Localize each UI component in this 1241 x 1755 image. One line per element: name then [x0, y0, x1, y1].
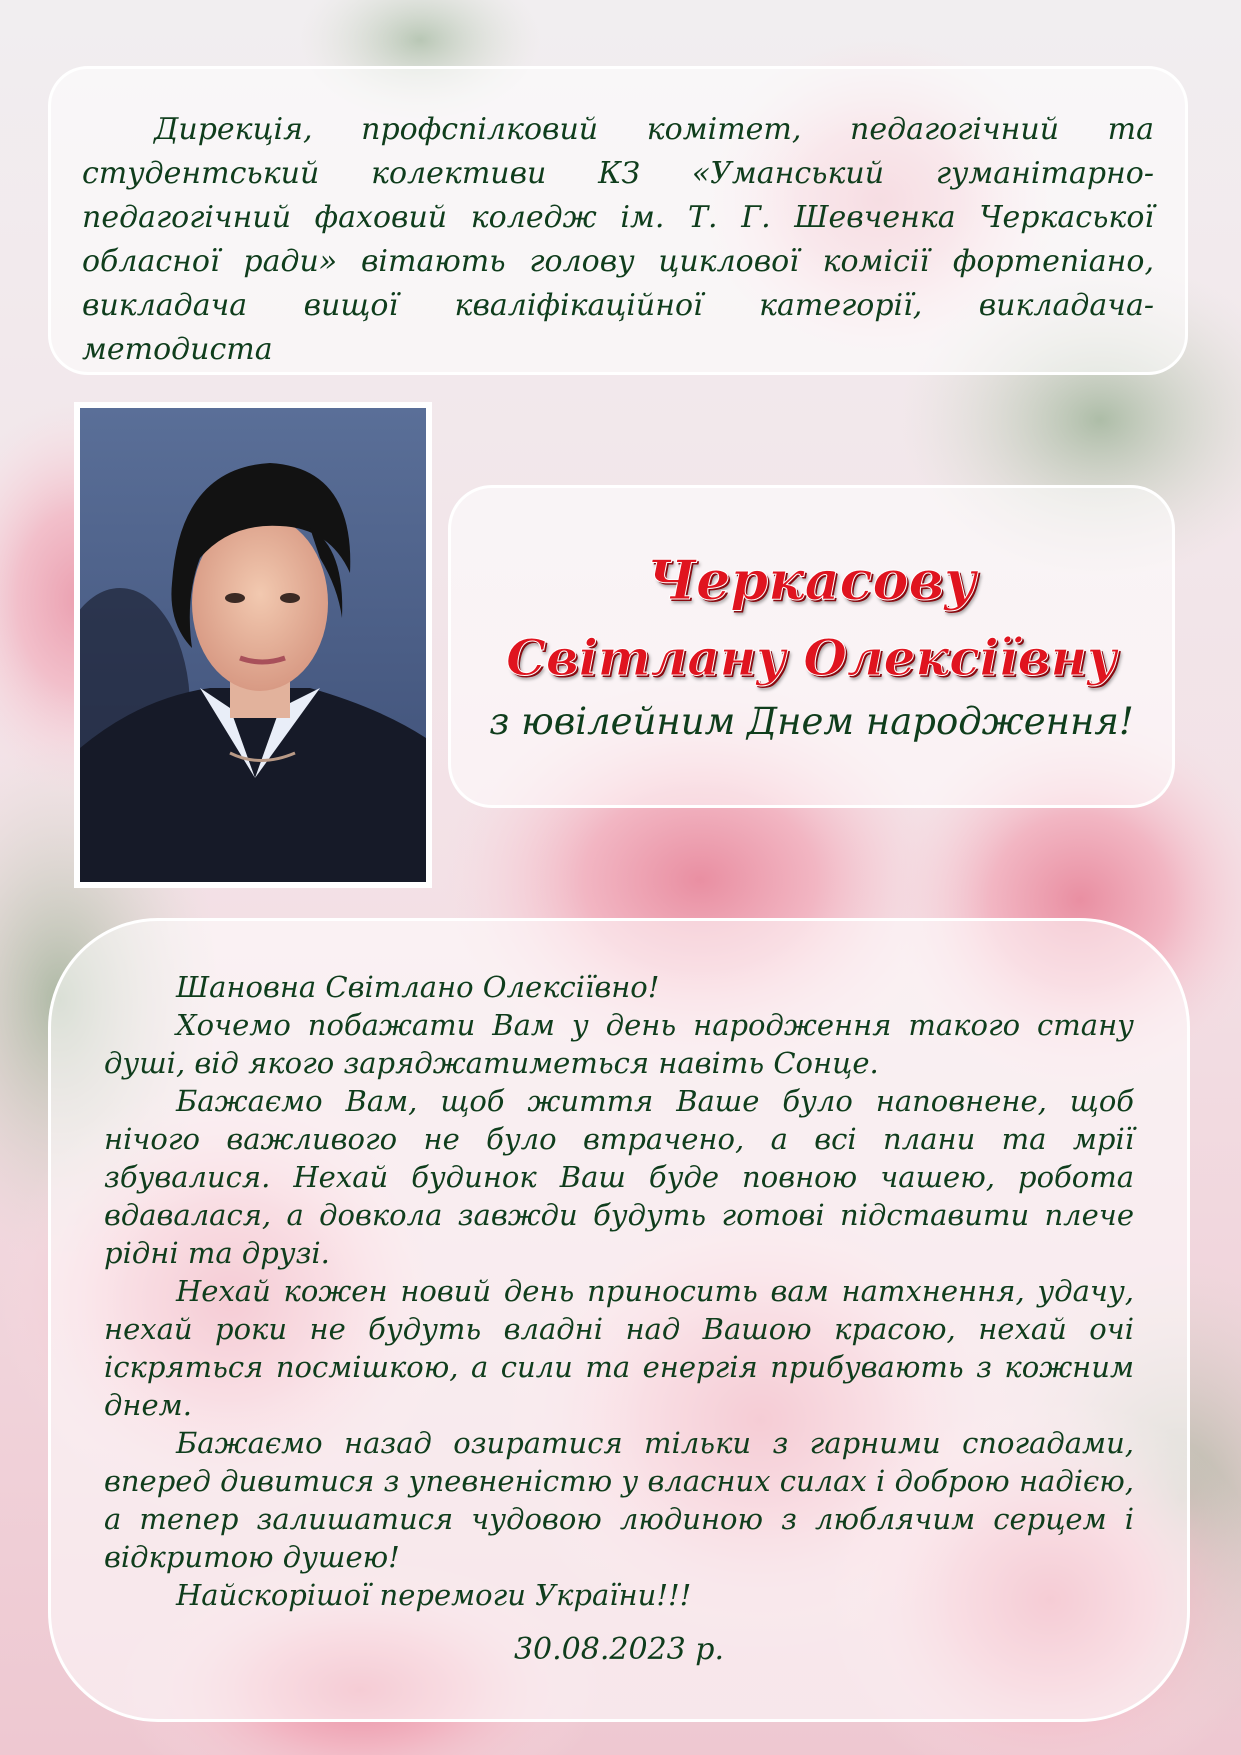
portrait-image — [80, 408, 426, 882]
wish-greeting: Шановна Світлано Олексіївно! — [176, 970, 660, 1004]
portrait-photo — [74, 402, 432, 888]
congrats-line: з ювілейним Днем народження! — [489, 700, 1134, 743]
date-line: 30.08.2023 р. — [513, 1632, 725, 1667]
honoree-given-names: Світлану Олексіївну — [506, 628, 1117, 687]
wish-paragraph: Нехай кожен новий день приносить вам натхнення, удачу, нехай роки не будуть владні над Вашою красою, нехай очі іскряться посмішкою, а сили та енергія прибувають з кожним днем. — [104, 1274, 1134, 1422]
intro-text: Дирекція, профспілковий комітет, педагогічний та студентський колективи КЗ «Уманський гуманітарно-педагогічний фаховий коледж ім. Т. Г. Шевченка Черкаської обласної ради» вітають голову циклової комісії фортепіано, викладача вищої кваліфікаційної категорії, викладача-методиста — [82, 112, 1154, 367]
honoree-surname: Черкасову — [646, 548, 977, 612]
wish-paragraph: Бажаємо назад озиратися тільки з гарними спогадами, вперед дивитися з упевненістю у власних силах і доброю надією, а тепер залишатися чудовою людиною з люблячим серцем і відкритою душею! — [104, 1426, 1134, 1574]
wish-paragraph: Бажаємо Вам, щоб життя Ваше було наповнене, щоб нічого важливого не було втрачено, а всі плани та мрії збувалися. Нехай будинок Ваш буде повною чашею, робота вдавалася, а довкола завжди будуть готові підставити плече рідні та друзі. — [104, 1084, 1134, 1270]
victory-wish: Найскорішої перемоги України!!! — [176, 1578, 692, 1612]
wish-paragraph: Хочемо побажати Вам у день народження такого стану душі, від якого заряджатиметься навіть Сонце. — [104, 1008, 1134, 1080]
